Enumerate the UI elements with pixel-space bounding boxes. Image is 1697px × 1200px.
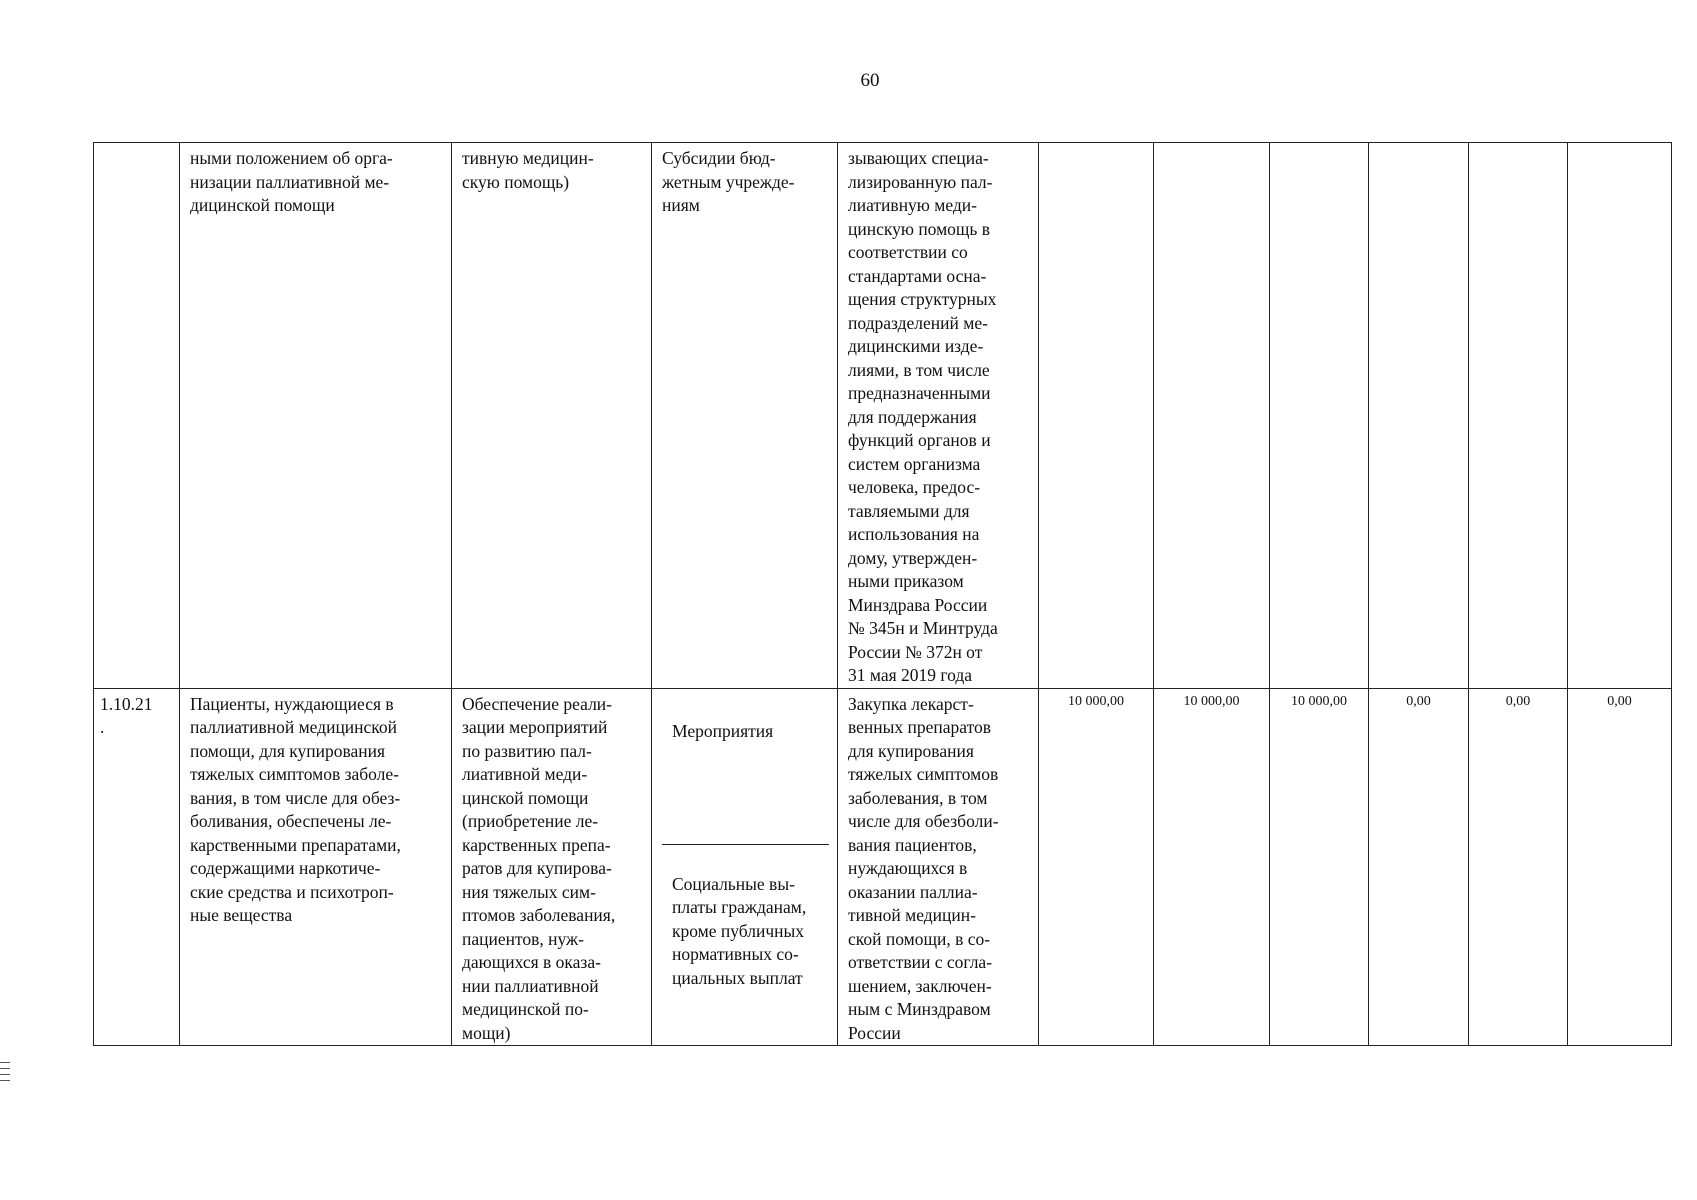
- value-cell: [1270, 143, 1369, 689]
- event-name: Обеспечение реали- зации мероприятий по развитию пал- лиативной меди- цинской помощи (приобретение ле- карственных препа- ратов для купирова- ния тяжелых сим- птомов заболевания, пациентов, нуж- дающихся в оказа- нии паллиативной медицинской по- мощи): [452, 688, 652, 1046]
- expense-type: Субсидии бюд- жетным учрежде- ниям: [652, 143, 838, 689]
- row-index: [94, 143, 180, 689]
- expense-type-social: Социальные вы- платы гражданам, кроме публичных нормативных со- циальных выплат: [672, 873, 807, 988]
- value-cell: [1154, 143, 1270, 689]
- expense-type: Мероприятия: [662, 716, 829, 845]
- value-cell: [1369, 143, 1469, 689]
- scan-margin-marks: [0, 1062, 10, 1086]
- page-number: 60: [860, 70, 880, 91]
- event-description: зывающих специа- лизированную пал- лиативную меди- цинскую помощь в соответствии со стандартами осна- щения структурных подразделений ме- дицинскими изде- лиями, в том числе предназначенными для поддержания функций органов и систем организма человека, предос- тавляемыми для использования на дому, утвержден- ными приказом Минздрава России № 345н и Минтруда России № 372н от 31 мая 2019 года: [838, 143, 1039, 689]
- row-index: 1.10.21 .: [94, 688, 180, 1046]
- expected-result: ными положением об орга- низации паллиативной ме- дицинской помощи: [180, 143, 452, 689]
- value-cell: [1039, 143, 1154, 689]
- value-cell: [1469, 143, 1568, 689]
- expected-result: Пациенты, нуждающиеся в паллиативной медицинской помощи, для купирования тяжелых симптомов заболе- вания, в том числе для обез- боливания, обеспечены ле- карственными препаратами, содержащими наркотиче- ские средства и психотроп- ные вещества: [180, 688, 452, 1046]
- value-cell: 0,00: [1369, 688, 1469, 1046]
- program-table: [93, 142, 1672, 1046]
- value-cell: 10 000,00: [1154, 688, 1270, 1046]
- event-description: Закупка лекарст- венных препаратов для купирования тяжелых симптомов заболевания, в том числе для обезболи- вания пациентов, нуждающихся в оказании паллиа- тивной медицин- ской помощи, в со- ответствии с согла- шением, заключен- ным с Минздравом России: [838, 688, 1039, 1046]
- value-cell: 10 000,00: [1270, 688, 1369, 1046]
- value-cell: 0,00: [1469, 688, 1568, 1046]
- value-cell: 10 000,00: [1039, 688, 1154, 1046]
- table-row: [94, 688, 1672, 1046]
- event-name: тивную медицин- скую помощь): [452, 143, 652, 689]
- expense-type-cell: [652, 688, 838, 1046]
- value-cell: 0,00: [1568, 688, 1672, 1046]
- table-row: [94, 143, 1672, 689]
- value-cell: [1568, 143, 1672, 689]
